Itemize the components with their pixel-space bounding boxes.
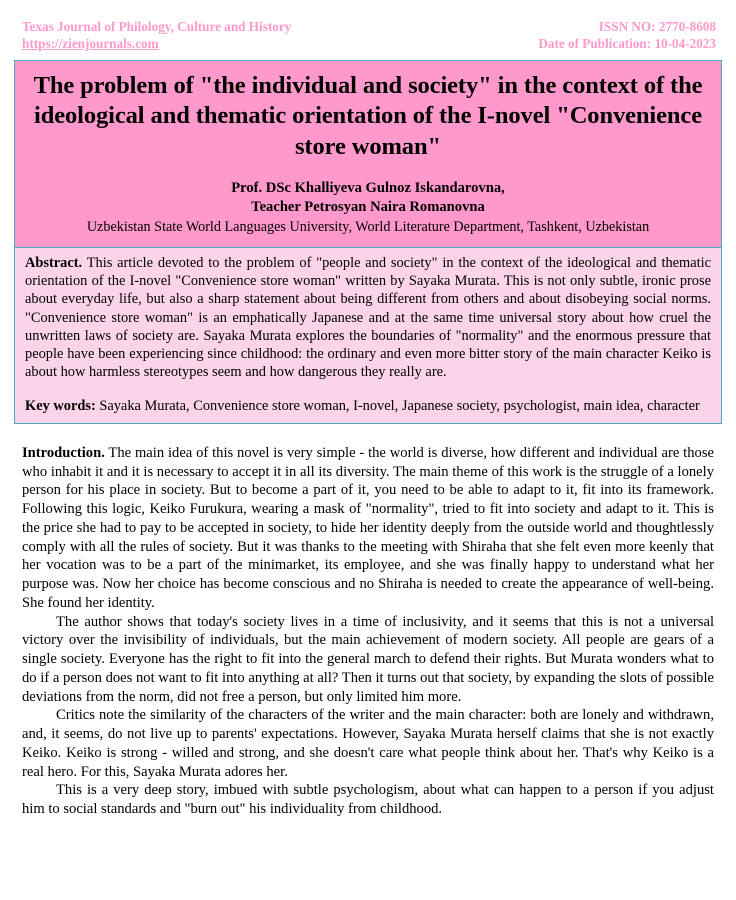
journal-name: Texas Journal of Philology, Culture and History [22, 19, 292, 34]
running-header [14, 0, 722, 53]
affiliation: Uzbekistan State World Languages University, World Literature Department, Tashkent, Uzbekistan [86, 219, 650, 236]
body-content [14, 444, 722, 819]
body-paragraph-2: The author shows that today's society lives in a time of inclusivity, and it seems that this is not a universal victory over the invisibility of individuals, but the main achievement of modern society. All people are gears of a single society. Everyone has the right to fit into the general march to defend their rights. But Murata wonders what to do if a person does not want to fit into anything at all? Then it turns out that society, by expanding the slots of possible deviations from the norm, did not free a person, but only limited him more. [22, 613, 714, 705]
issn-number: ISSN NO: 2770-8608 [598, 19, 716, 34]
body-paragraph-1 [22, 444, 714, 613]
abstract-label: Abstract. [25, 254, 83, 271]
author-secondary: Teacher Petrosyan Naira Romanovna [251, 198, 485, 215]
running-header-right [538, 18, 716, 53]
running-header-left [22, 18, 291, 53]
author-primary: Prof. DSc Khalliyeva Gulnoz Iskandarovna, [231, 179, 505, 196]
abstract-paragraph [25, 254, 711, 382]
body-paragraph-4: This is a very deep story, imbued with subtle psychologism, about what can happen to a person if you adjust him to social standards and "burn out" his individuality from childhood. [22, 782, 714, 818]
body-paragraph-1-text: The main idea of this novel is very simple - the world is diverse, how different and individual are those who inhabit it and it is necessary to accept it in all its diversity. The main theme of this work is the struggle of a lonely person for his place in society. But to become a part of it, you need to be able to adapt to it, fit into its framework. Following this logic, Keiko Furukura, wearing a mask of "normality", tried to fit into society and adapt to it. This is the price she had to pay to be accepted in society, to hide her identity deeply from the outside world and thoughtlessly comply with all the rules of society. But it was thanks to the meeting with Shiraha that she felt even more keenly that her vocation was to be a part of the minimarket, its employee, and she was finally happy to understand what her purpose was. Now her choice has become conscious and no Shiraha is needed to create the appearance of well-being. She found her identity. [22, 444, 714, 611]
publication-date: Date of Publication: 10-04-2023 [538, 36, 716, 52]
title-panel [14, 60, 722, 248]
journal-url-link[interactable]: https://zienjournals.com [22, 36, 159, 52]
introduction-label: Introduction. [22, 444, 105, 461]
keywords-label: Key words: [25, 397, 96, 414]
abstract-text: This article devoted to the problem of "people and society" in the context of the ideological and thematic orientation of the I-novel "Convenience store woman" written by Sayaka Murata. This is not only subtle, ironic prose about everyday life, but also a sharp statement about being different from others and about disobeying social norms. "Convenience store woman" is an emphatically Japanese and at the same time universal story about how cruel the unwritten laws of society are. Sayaka Murata explores the boundaries of "normality" and the enormous pressure that people have been experiencing since childhood: the ordinary and even more bitter story of the main character Keiko is about how harmless stereotypes seem and how dangerous they really are. [25, 254, 711, 381]
abstract-panel [14, 248, 722, 424]
keywords-text: Sayaka Murata, Convenience store woman, I-novel, Japanese society, psychologist, main idea, character [95, 397, 700, 414]
keywords-paragraph [25, 397, 711, 415]
body-paragraph-3: Critics note the similarity of the characters of the writer and the main character: both are lonely and withdrawn, and, it seems, do not live up to parents' expectations. However, Sayaka Murata herself claims that she is not exactly Keiko. Keiko is strong - willed and strong, and she doesn't care what people think about her. That's why Keiko is a real hero. For this, Sayaka Murata adores her. [22, 707, 714, 780]
page-title: The problem of "the individual and society" in the context of the ideological and thematic orientation of the I-novel "Convenience store woman" [33, 71, 703, 161]
author-block [31, 179, 705, 218]
